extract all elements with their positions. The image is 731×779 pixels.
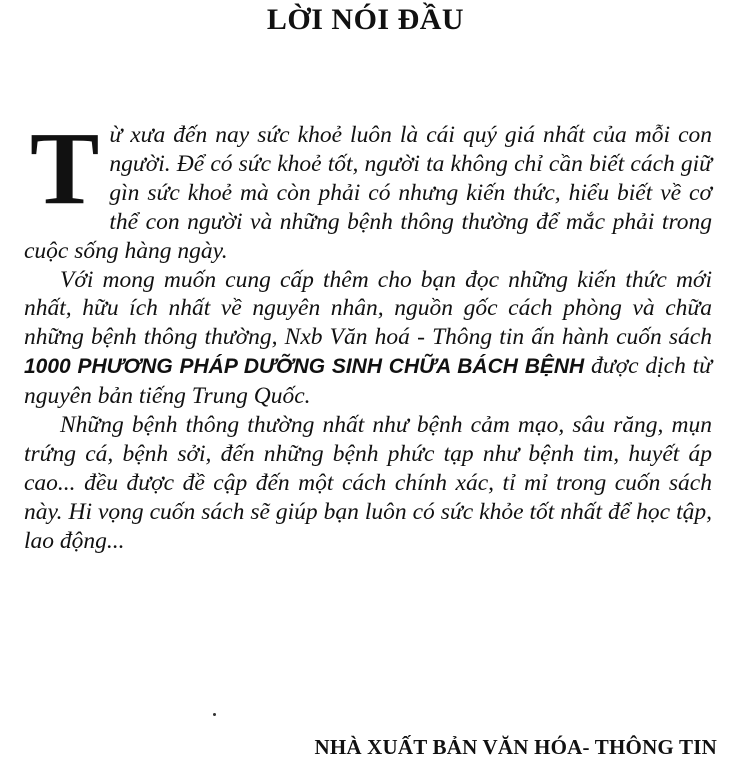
second-paragraph-text: Với mong muốn cung cấp thêm cho bạn đọc những kiến thức mới nhất, hữu ích nhất về nguyên nhân, nguồn gốc cách phòng và chữa những bệnh thông thường, Nxb Văn hoá - Thông tin ấn hành cuốn sách bbox=[24, 266, 712, 351]
drop-cap: T bbox=[30, 111, 100, 226]
intro-paragraph bbox=[24, 111, 712, 266]
second-paragraph-tail: được dịch từ nguyên bản tiếng Trung Quốc. bbox=[24, 353, 712, 410]
stray-dot bbox=[213, 713, 216, 716]
book-title: 1000 PHƯƠNG PHÁP DƯỠNG SINH CHỮA BÁCH BỆNH bbox=[24, 355, 585, 379]
intro-text: ừ xưa đến nay sức khoẻ luôn là cái quý giá nhất của mỗi con người. Để có sức khoẻ tốt, người ta không chỉ cần biết cách giữ gìn sức khoẻ mà còn phải có nhưng kiến thức, hiểu biết về cơ thể con người và những bệnh thông thường để mắc phải trong cuộc sống hàng ngày. bbox=[24, 122, 712, 264]
preface-body bbox=[24, 111, 712, 556]
third-paragraph: Những bệnh thông thường nhất như bệnh cảm mạo, sâu răng, mụn trứng cá, bệnh sởi, đến những bệnh phức tạp như bệnh tim, huyết áp cao... đều được đề cập đến một cách chính xác, tỉ mỉ trong cuốn sách này. Hi vọng cuốn sách sẽ giúp bạn luôn có sức khỏe tốt nhất để học tập, lao động... bbox=[24, 412, 712, 554]
page-title: LỜI NÓI ĐẦU bbox=[266, 3, 465, 36]
publisher-signature: NHÀ XUẤT BẢN VĂN HÓA- THÔNG TIN bbox=[314, 735, 717, 759]
second-paragraph bbox=[24, 266, 712, 412]
